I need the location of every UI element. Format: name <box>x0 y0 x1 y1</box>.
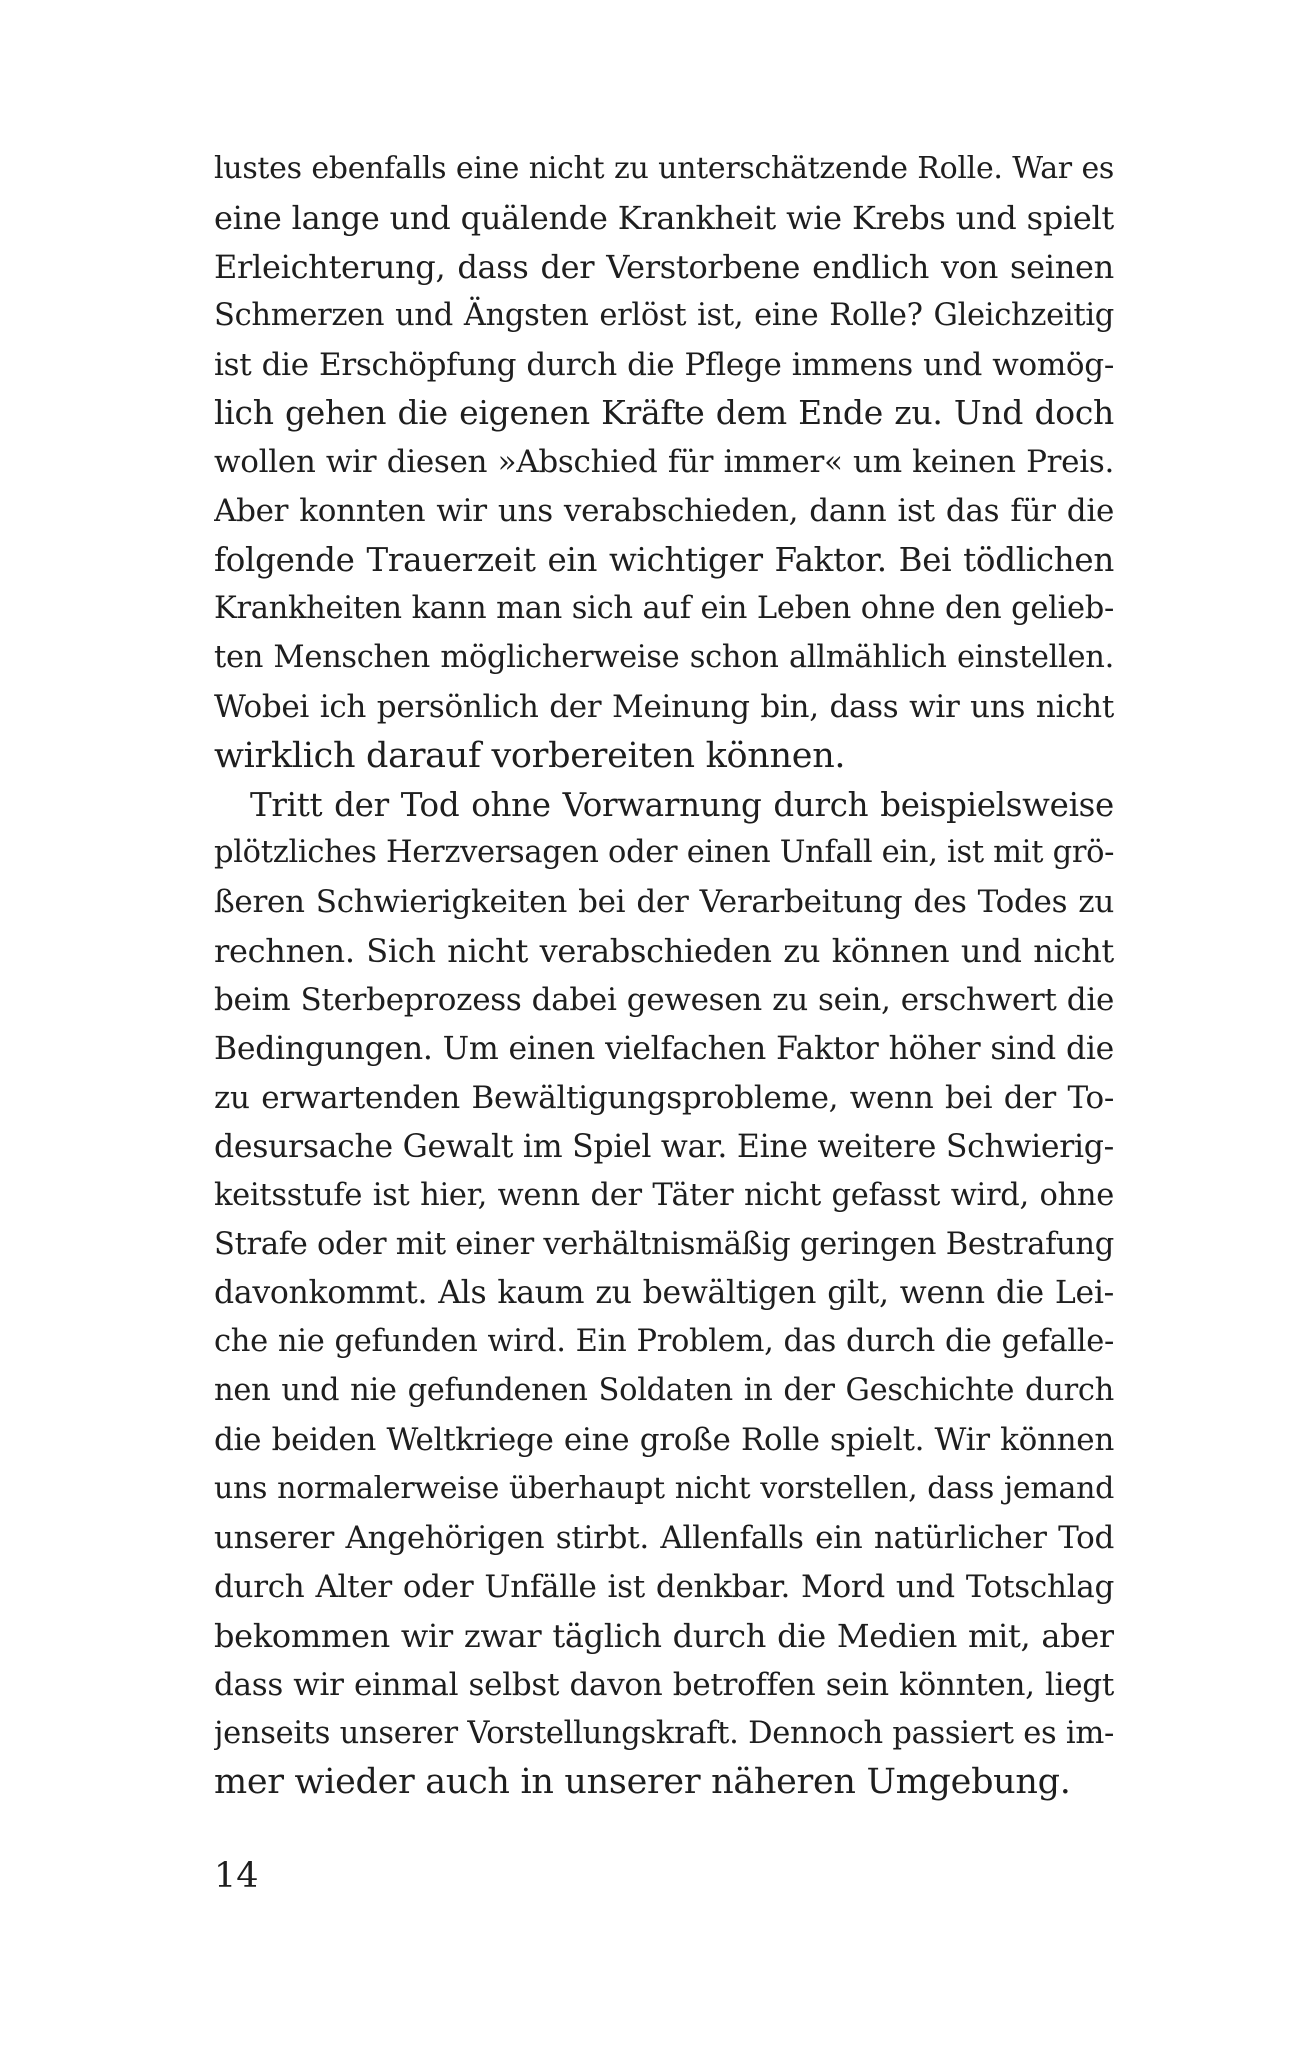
text-line: davonkommt. Als kaum zu bewältigen gilt, wenn die Lei- <box>214 1275 1114 1312</box>
text-line: ßeren Schwierigkeiten bei der Verarbeitung des Todes zu <box>214 884 1114 921</box>
text-line: die beiden Weltkriege eine große Rolle spielt. Wir können <box>214 1422 1114 1459</box>
page-number: 14 <box>214 1856 259 1896</box>
body-text <box>214 145 1114 1807</box>
text-line: plötzliches Herzversagen oder einen Unfall ein, ist mit grö- <box>214 835 1114 871</box>
text-line: beim Sterbeprozess dabei gewesen zu sein, erschwert die <box>214 982 1114 1019</box>
text-line: Aber konnten wir uns verabschieden, dann ist das für die <box>214 493 1114 530</box>
text-line: zu erwartenden Bewältigungsprobleme, wenn bei der To- <box>214 1079 1114 1116</box>
text-line: nen und nie gefundenen Soldaten in der Geschichte durch <box>214 1373 1114 1409</box>
text-line: Krankheiten kann man sich auf ein Leben ohne den gelieb- <box>214 591 1114 627</box>
text-line: dass wir einmal selbst davon betroffen sein könnten, liegt <box>214 1666 1114 1703</box>
text-line: rechnen. Sich nicht verabschieden zu können und nicht <box>214 932 1114 971</box>
text-line: wollen wir diesen »Abschied für immer« um keinen Preis. <box>214 444 1114 481</box>
text-line: uns normalerweise überhaupt nicht vorstellen, dass jemand <box>214 1471 1114 1507</box>
text-line: Bedingungen. Um einen vielfachen Faktor höher sind die <box>214 1031 1114 1068</box>
text-line: Erleichterung, dass der Verstorbene endlich von seinen <box>214 247 1114 286</box>
text-line: keitsstufe ist hier, wenn der Täter nicht gefasst wird, ohne <box>214 1177 1114 1213</box>
text-line: bekommen wir zwar täglich durch die Medien mit, aber <box>214 1616 1114 1655</box>
text-line: lustes ebenfalls eine nicht zu unterschätzende Rolle. War es <box>214 151 1114 186</box>
text-line: lich gehen die eigenen Kräfte dem Ende zu. Und doch <box>214 393 1114 433</box>
text-line: jenseits unserer Vorstellungskraft. Dennoch passiert es im- <box>214 1715 1114 1751</box>
text-line: mer wieder auch in unserer näheren Umgebung. <box>214 1762 1071 1803</box>
text-line: Tritt der Tod ohne Vorwarnung durch beispielsweise <box>250 785 1114 824</box>
text-line: folgende Trauerzeit ein wichtiger Faktor. Bei tödlichen <box>214 541 1114 580</box>
text-line: Strafe oder mit einer verhältnismäßig geringen Bestrafung <box>214 1226 1114 1262</box>
text-line: che nie gefunden wird. Ein Problem, das durch die gefalle- <box>214 1324 1114 1360</box>
text-line: ten Menschen möglicherweise schon allmählich einstellen. <box>214 639 1114 675</box>
text-line: wirklich darauf vorbereiten können. <box>214 735 846 776</box>
text-line: durch Alter oder Unfälle ist denkbar. Mord und Totschlag <box>214 1568 1114 1605</box>
text-line: unserer Angehörigen stirbt. Allenfalls ein natürlicher Tod <box>214 1519 1114 1556</box>
text-line: desursache Gewalt im Spiel war. Eine weitere Schwierig- <box>214 1128 1114 1165</box>
text-line: eine lange und quälende Krankheit wie Krebs und spielt <box>214 198 1114 237</box>
text-line: Wobei ich persönlich der Meinung bin, dass wir uns nicht <box>214 688 1114 725</box>
text-line: ist die Erschöpfung durch die Pflege immens und womög- <box>214 346 1114 383</box>
text-line: Schmerzen und Ängsten erlöst ist, eine Rolle? Gleichzeitig <box>214 297 1114 333</box>
